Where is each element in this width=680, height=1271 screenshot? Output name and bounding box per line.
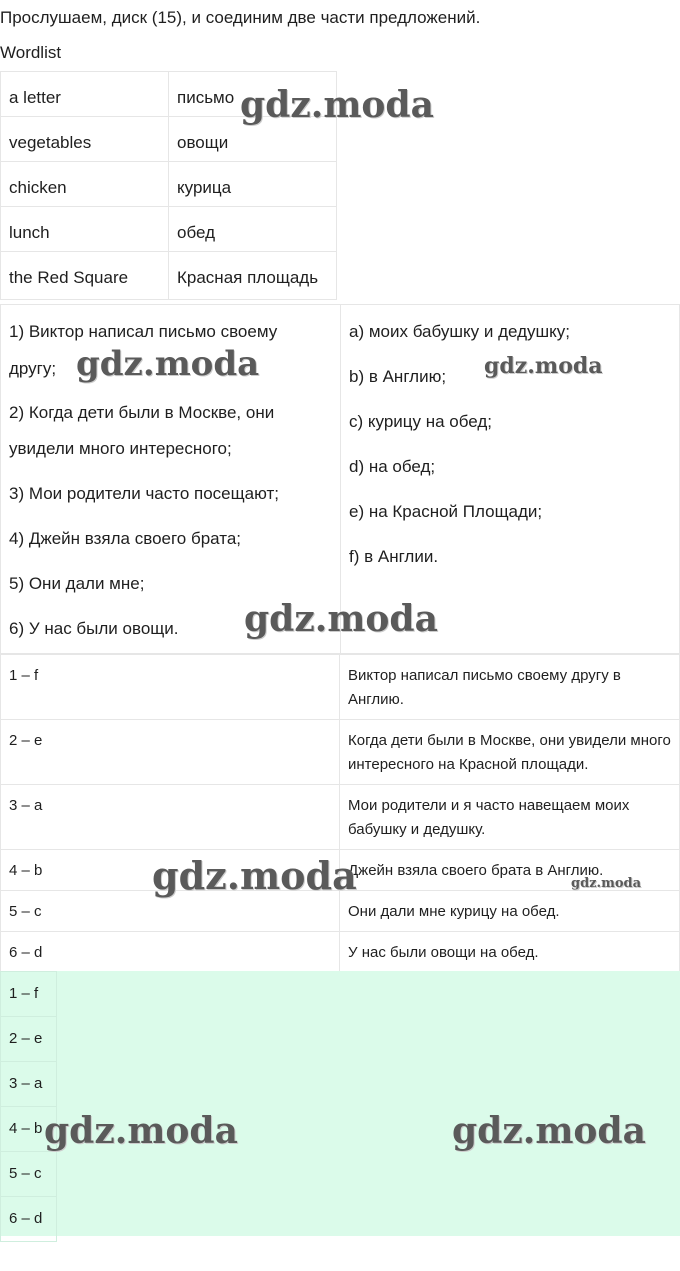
table-row	[1, 1017, 57, 1062]
watermark: gdz.moda	[240, 84, 434, 126]
table-row	[1, 720, 680, 785]
right-part: f) в Англии.	[349, 547, 439, 566]
answer-sentence: Виктор написал письмо своему другу в Англию.	[340, 655, 680, 720]
table-row	[1, 655, 680, 720]
table-row	[1, 972, 57, 1017]
right-part: a) моих бабушку и дедушку;	[349, 322, 570, 341]
left-part: 6) У нас были овощи.	[9, 619, 179, 638]
left-part: увидели много интересного;	[9, 439, 232, 458]
table-row	[1, 785, 680, 850]
answer-sentence: Они дали мне курицу на обед.	[340, 891, 680, 932]
wordlist-title: Wordlist	[0, 43, 62, 62]
table-row	[1, 162, 337, 207]
word-ru: курица	[169, 162, 337, 207]
right-part: c) курицу на обед;	[349, 412, 493, 431]
answer-key-table	[0, 971, 57, 1242]
answer-pair: 6 – d	[1, 932, 340, 972]
right-part: b) в Англию;	[349, 367, 447, 386]
left-part: 1) Виктор написал письмо своему	[9, 322, 278, 341]
table-row	[1, 1197, 57, 1242]
key-item: 1 – f	[1, 972, 57, 1017]
key-item: 4 – b	[1, 1107, 57, 1152]
answer-pair: 1 – f	[1, 655, 340, 720]
answer-sentence: У нас были овощи на обед.	[340, 932, 680, 972]
watermark: gdz.moda	[484, 353, 603, 379]
key-item: 5 – c	[1, 1152, 57, 1197]
key-item: 6 – d	[1, 1197, 57, 1242]
word-ru: Красная площадь	[169, 252, 337, 300]
left-part: 2) Когда дети были в Москве, они	[9, 403, 275, 422]
answer-pair: 2 – e	[1, 720, 340, 785]
table-row	[1, 252, 337, 300]
key-item: 2 – e	[1, 1017, 57, 1062]
watermark: gdz.moda	[244, 598, 438, 640]
table-row	[1, 207, 337, 252]
left-part: 5) Они дали мне;	[9, 574, 145, 593]
table-row	[1, 1152, 57, 1197]
left-part: 3) Мои родители часто посещают;	[9, 484, 279, 503]
watermark: gdz.moda	[44, 1110, 238, 1152]
key-item: 3 – a	[1, 1062, 57, 1107]
word-en: the Red Square	[1, 252, 169, 300]
left-part: другу;	[9, 359, 57, 378]
answer-sentence: Мои родители и я часто навещаем моих бабушку и дедушку.	[340, 785, 680, 850]
word-en: chicken	[1, 162, 169, 207]
answer-key-panel	[0, 971, 680, 1236]
word-ru: обед	[169, 207, 337, 252]
watermark: gdz.moda	[76, 344, 260, 384]
word-en: lunch	[1, 207, 169, 252]
word-ru: письмо	[169, 72, 337, 117]
word-en: a letter	[1, 72, 169, 117]
right-part: e) на Красной Площади;	[349, 502, 543, 521]
watermark: gdz.moda	[452, 1110, 646, 1152]
answer-pair: 5 – c	[1, 891, 340, 932]
answer-pair: 4 – b	[1, 850, 340, 891]
right-part: d) на обед;	[349, 457, 436, 476]
left-part: 4) Джейн взяла своего брата;	[9, 529, 242, 548]
heading: Прослушаем, диск (15), и соединим две части предложений.	[0, 8, 481, 27]
answer-pair: 3 – a	[1, 785, 340, 850]
word-ru: овощи	[169, 117, 337, 162]
table-row	[1, 1062, 57, 1107]
word-en: vegetables	[1, 117, 169, 162]
answers-table	[0, 654, 680, 972]
watermark: gdz.moda	[152, 853, 357, 898]
table-row	[1, 932, 680, 972]
answer-sentence: Джейн взяла своего брата в Англию.	[340, 850, 680, 891]
watermark: gdz.moda	[571, 876, 642, 891]
answer-sentence: Когда дети были в Москве, они увидели много интересного на Красной площади.	[340, 720, 680, 785]
